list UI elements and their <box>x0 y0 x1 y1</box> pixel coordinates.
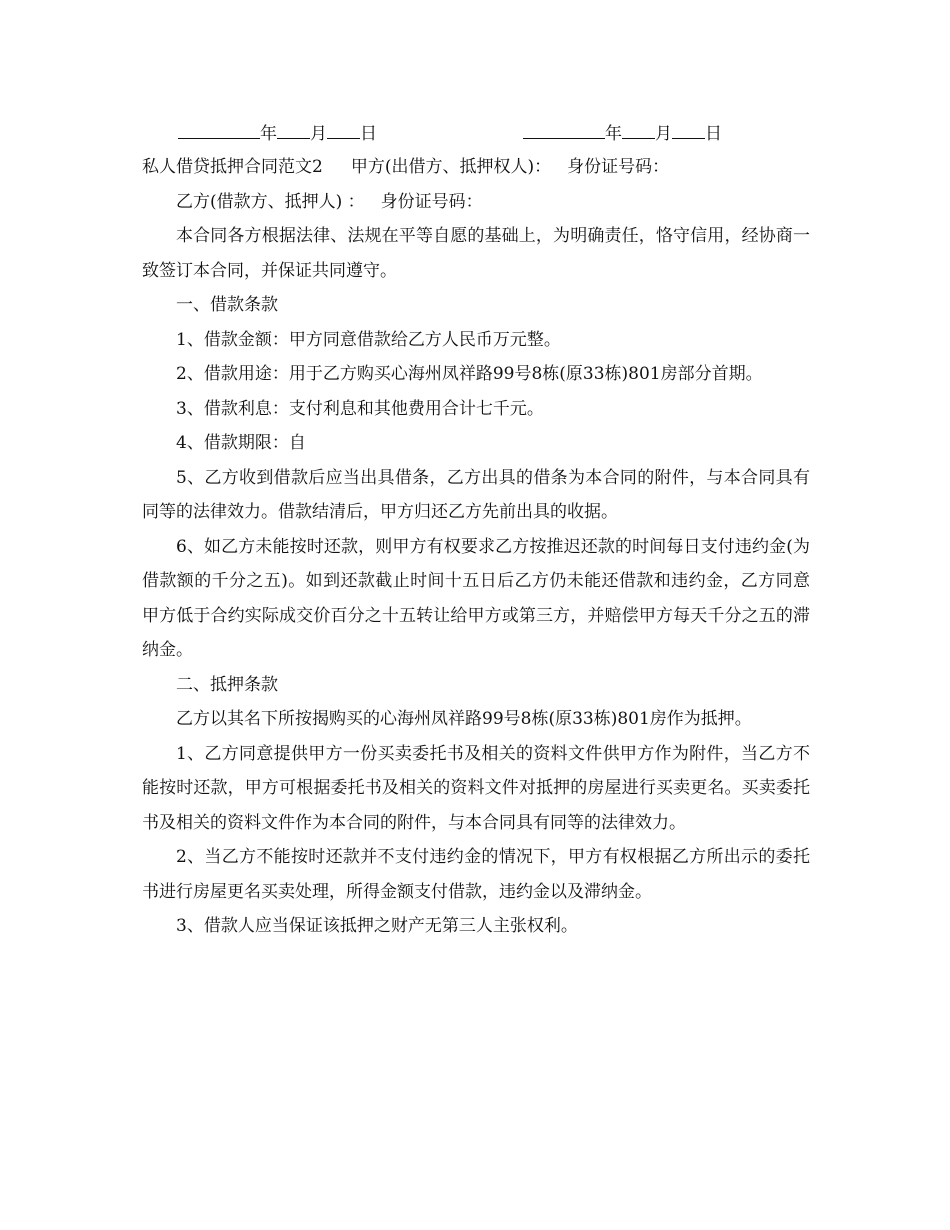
section-heading-mortgage: 二、抵押条款 <box>176 674 278 695</box>
mortgage-property-paragraph: 乙方以其名下所按揭购买的心海州凤祥路99号8栋(原33栋)801房作为抵押。 <box>176 709 752 729</box>
year-label: 年 <box>605 124 622 144</box>
document-title: 私人借贷抵押合同范文2 <box>142 157 323 177</box>
clause-mortgage-warranty: 3、借款人应当保证该抵押之财产无第三人主张权利。 <box>176 916 578 936</box>
clause-loan-interest: 3、借款利息：支付利息和其他费用合计七千元。 <box>176 398 544 419</box>
clause-loan-purpose: 2、借款用途：用于乙方购买心海州凤祥路99号8栋(原33栋)801房部分首期。 <box>176 364 763 384</box>
month-blank <box>622 120 655 139</box>
clause-mortgage-sale: 2、当乙方不能按时还款并不支付违约金的情况下，甲方有权根据乙方所出示的委托书进行房屋更名买卖处理，所得金额支付借款，违约金以及滞纳金。 <box>142 847 810 902</box>
year-blank <box>523 120 605 139</box>
day-blank <box>327 120 360 139</box>
signature-date-left <box>178 120 377 145</box>
preamble-paragraph: 本合同各方根据法律、法规在平等自愿的基础上，为明确责任，恪守信用，经协商一致签订本合同，并保证共同遵守。 <box>142 226 810 281</box>
party-b-label: 乙方(借款方、抵押人) ： <box>176 191 365 212</box>
party-b-id-label: 身份证号码： <box>380 191 483 212</box>
month-blank <box>277 120 310 139</box>
day-label: 日 <box>705 124 722 144</box>
day-blank <box>672 120 705 139</box>
signature-date-right <box>523 120 722 145</box>
day-label: 日 <box>360 124 377 144</box>
month-label: 月 <box>310 124 327 144</box>
year-blank <box>178 120 260 139</box>
clause-loan-term: 4、借款期限：自 <box>176 433 306 453</box>
party-b-line <box>142 185 810 220</box>
contract-body <box>142 150 810 944</box>
party-a-label: 甲方(出借方、抵押权人)： <box>350 157 552 177</box>
clause-loan-default: 6、如乙方未能按时还款，则甲方有权要求乙方按推迟还款的时间每日支付违约金(为借款额的千分之五)。如到还款截止时间十五日后乙方仍未能还借款和违约金，乙方同意甲方低于合约实际成交价百分之十五转让给甲方或第三方，并赔偿甲方每天千分之五的滞纳金。 <box>142 536 810 660</box>
title-line <box>142 150 810 185</box>
month-label: 月 <box>655 124 672 144</box>
clause-loan-receipt: 5、乙方收到借款后应当出具借条，乙方出具的借条为本合同的附件，与本合同具有同等的法律效力。借款结清后，甲方归还乙方先前出具的收据。 <box>142 467 810 522</box>
year-label: 年 <box>260 124 277 144</box>
party-a-id-label: 身份证号码： <box>567 157 670 177</box>
clause-mortgage-proxy: 1、乙方同意提供甲方一份买卖委托书及相关的资料文件供甲方作为附件，当乙方不能按时还款，甲方可根据委托书及相关的资料文件对抵押的房屋进行买卖更名。买卖委托书及相关的资料文件作为本合同的附件，与本合同具有同等的法律效力。 <box>142 743 810 833</box>
clause-loan-amount: 1、借款金额：甲方同意借款给乙方人民币万元整。 <box>176 329 561 350</box>
section-heading-loan: 一、借款条款 <box>176 295 278 315</box>
